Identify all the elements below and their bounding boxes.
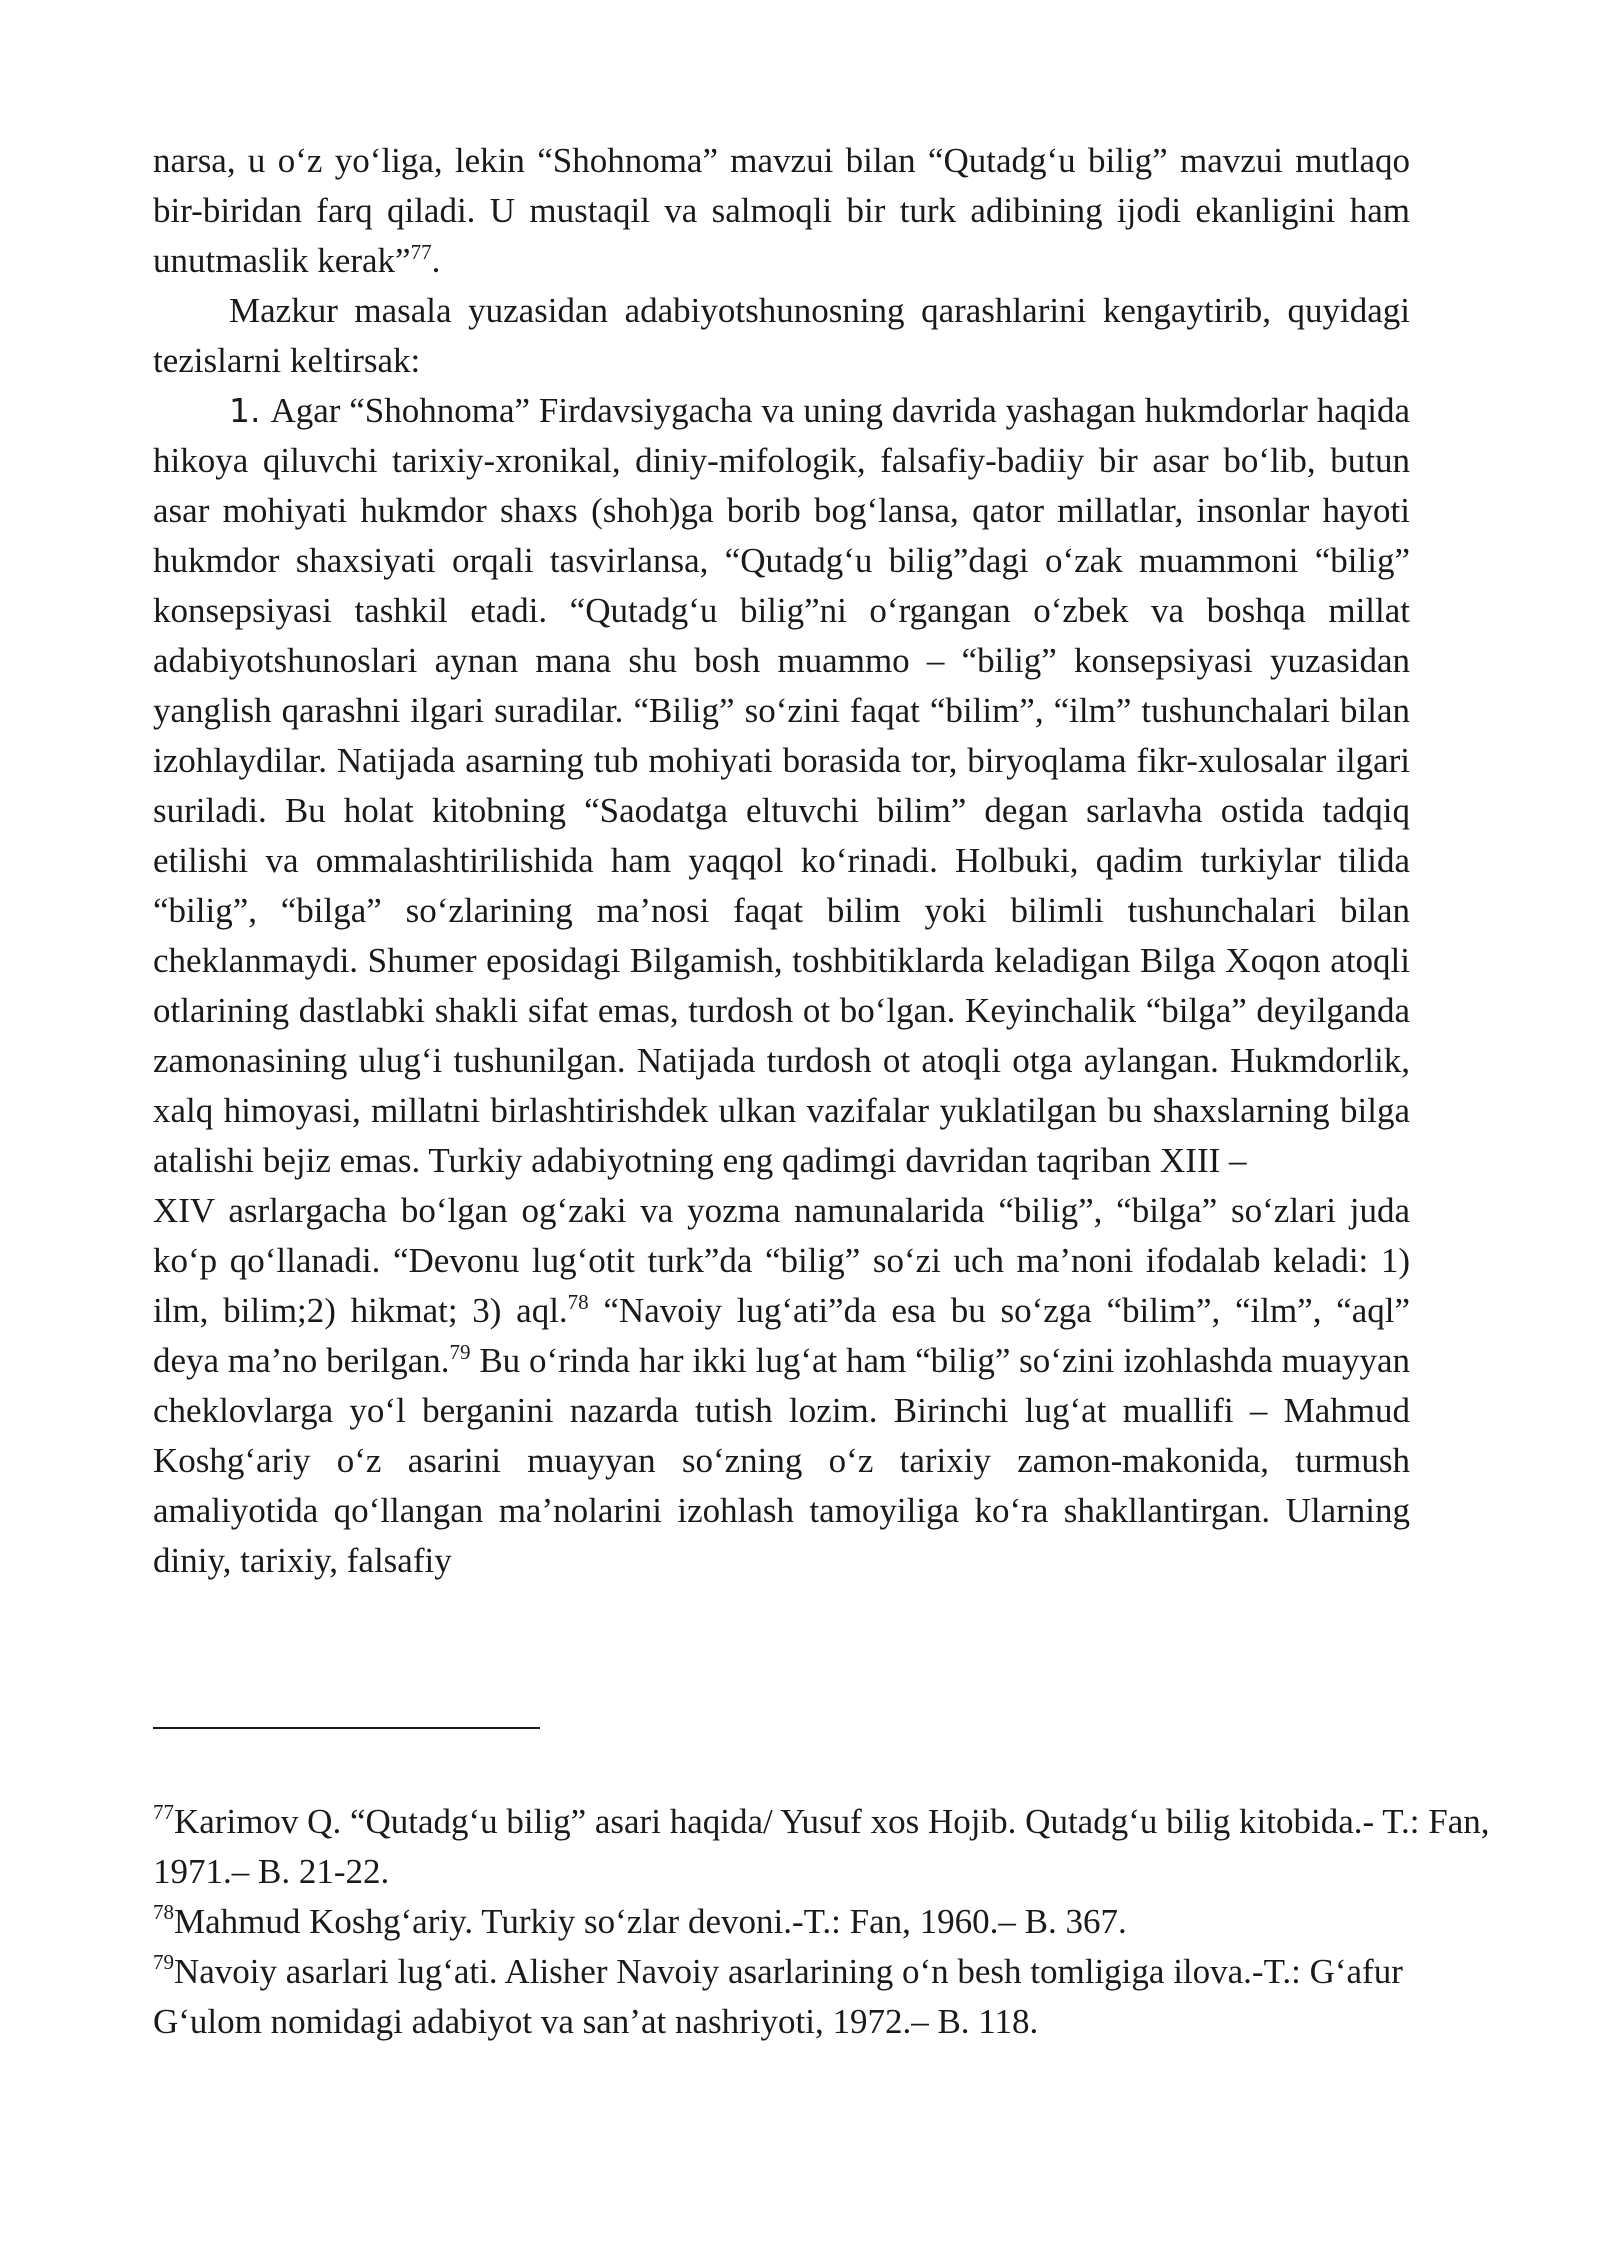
footnote-text: Mahmud Koshg‘ariy. Turkiy so‘zlar devoni.-T.: Fan, 1960.– B. 367. xyxy=(174,1902,1127,1941)
paragraph-3-text-d: Bu o‘rinda har ikki lug‘at ham “bilig” so‘zini izohlashda muayyan cheklovlarga yo‘l berganini nazarda tutish lozim. Birinchi lug‘at muallifi – Mahmud Koshg‘ariy o‘z asarini muayyan so‘zning o‘z tarixiy zamon-makonida, turmush amaliyotida qo‘llangan ma’nolarini izohlash tamoyiliga ko‘ra shakllantirgan. Ularning diniy, tarixiy, falsafiy xyxy=(153,1341,1411,1580)
footnote-separator xyxy=(153,1727,540,1729)
paragraph-1 xyxy=(153,136,1410,286)
footnote-number: 78 xyxy=(153,1900,174,1924)
paragraph-3-text-c: “Navoiy lug‘ati”da esa bu so‘zga “bilim”, “ilm”, “aql” deya ma’no berilgan. xyxy=(153,1291,1410,1380)
footnote-text: Navoiy asarlari lug‘ati. Alisher Navoiy asarlarining o‘n besh tomligiga ilova.-T.: G‘afur G‘ulom nomidagi adabiyot va san’at nashriyoti, 1972.– B. 118. xyxy=(153,1952,1403,2041)
paragraph-2 xyxy=(153,286,1410,386)
footnote-79 xyxy=(153,1947,1513,2047)
footnote-78 xyxy=(153,1897,1513,1947)
footnote-number: 77 xyxy=(153,1800,174,1824)
footnote-number: 79 xyxy=(153,1950,174,1974)
footnote-ref-78[interactable]: 78 xyxy=(567,1290,589,1314)
footnote-ref-79[interactable]: 79 xyxy=(449,1340,471,1364)
footnote-text: Karimov Q. “Qutadg‘u bilig” asari haqida/ Yusuf xos Hojib. Qutadg‘u bilig kitobida.- T.: Fan, 1971.– B. 21-22. xyxy=(153,1802,1490,1891)
paragraph-1-text: narsa, u o‘z yo‘liga, lekin “Shohnoma” mavzui bilan “Qutadg‘u bilig” mavzui mutlaqo bir-biridan farq qiladi. U mustaqil va salmoqli bir turk adibining ijodi ekanligini ham unutmaslik kerak” xyxy=(153,141,1410,280)
paragraph-3-text-a: Agar “Shohnoma” Firdavsiygacha va uning davrida yashagan hukmdorlar haqida hikoya qiluvchi tarixiy-xronikal, diniy-mifologik, falsafiy-badiiy bir asar bo‘lib, butun asar mohiyati hukmdor shaxs (shoh)ga borib bog‘lansa, qator millatlar, insonlar hayoti hukmdor shaxsiyati orqali tasvirlansa, “Qutadg‘u bilig”dagi o‘zak muammoni “bilig” konsepsiyasi tashkil etadi. “Qutadg‘u bilig”ni o‘rgangan o‘zbek va boshqa millat adabiyotshunoslari aynan mana shu bosh muammo – “bilig” konsepsiyasi yuzasidan yanglish qarashni ilgari suradilar. “Bilig” so‘zini faqat “bilim”, “ilm” tushunchalari bilan izohlaydilar. Natijada asarning tub mohiyati borasida tor, biryoqlama fikr-xulosalar ilgari suriladi. Bu holat kitobning “Saodatga eltuvchi bilim” degan sarlavha ostida tadqiq etilishi va ommalashtirilishida ham yaqqol ko‘rinadi. Holbuki, qadim turkiylar tilida “bilig”, “bilga” so‘zlarining ma’nosi faqat bilim yoki bilimli tushunchalari bilan cheklanmaydi. Shumer eposidagi Bilgamish, toshbitiklarda keladigan Bilga Xoqon atoqli otlarining dastlabki shakli sifat emas, turdosh ot bo‘lgan. Keyinchalik “bilga” deyilganda zamonasining ulug‘i tushunilgan. Natijada turdosh ot atoqli otga aylangan. Hukmdorlik, xalq himoyasi, millatni birlashtirishdek ulkan vazifalar yuklatilgan bu shaxslarning bilga atalishi bejiz emas. Turkiy adabiyotning eng qadimgi davridan taqriban XIII – xyxy=(153,391,1410,1180)
list-number: 1. xyxy=(229,391,261,430)
paragraph-3-continuation xyxy=(153,1186,1410,1586)
paragraph-3-thesis-1 xyxy=(153,386,1410,1186)
paragraph-3-text-b: XIV asrlargacha bo‘lgan og‘zaki va yozma namunalarida “bilig”, “bilga” so‘zlari juda ko‘p qo‘llanadi. “Devonu lug‘otit turk”da “bilig” so‘zi uch ma’noni ifodalab keladi: 1) ilm, bilim;2) hikmat; 3) aql. xyxy=(153,1191,1410,1330)
footnote-ref-77[interactable]: 77 xyxy=(410,240,432,264)
document-body xyxy=(153,136,1410,1586)
footnote-77 xyxy=(153,1797,1513,1897)
paragraph-2-text: Mazkur masala yuzasidan adabiyotshunosning qarashlarini kengaytirib, quyidagi tezislarni keltirsak: xyxy=(153,291,1410,380)
paragraph-1-end: . xyxy=(431,241,441,280)
footnotes xyxy=(153,1797,1513,2047)
